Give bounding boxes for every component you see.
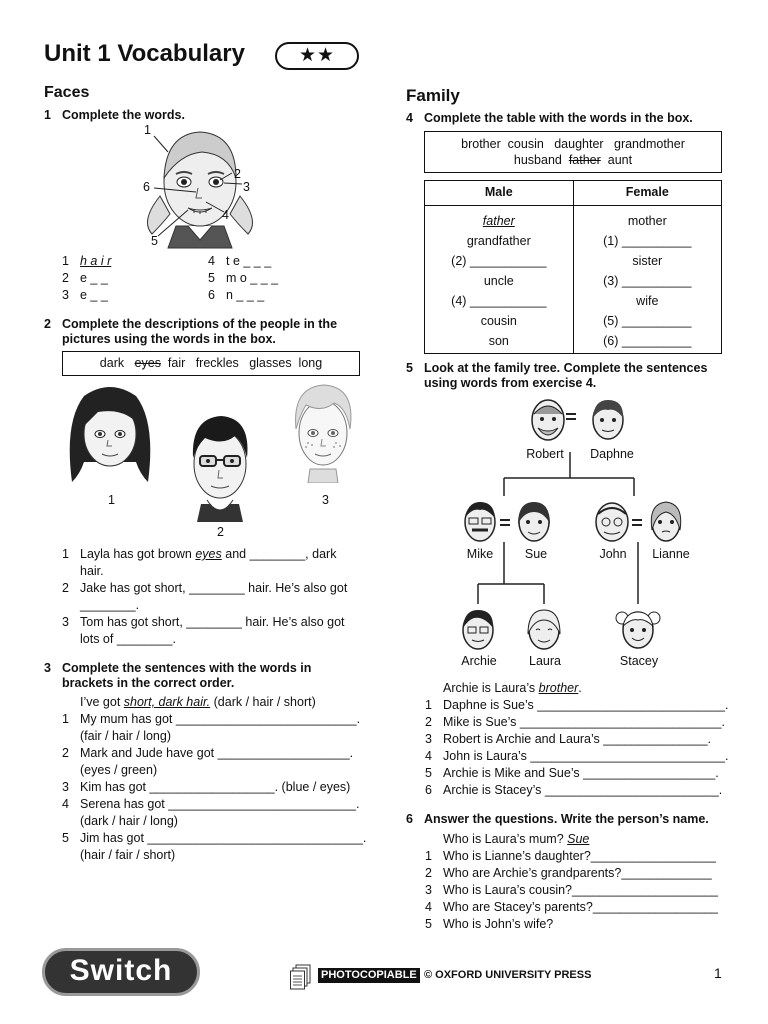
tree-name-archie: Archie [461, 654, 497, 668]
sentence-item: 3 Robert is Archie and Laura’s _______________. [425, 732, 712, 746]
photocopiable-label: PHOTOCOPIABLE [318, 968, 420, 983]
question-item: 4 Who are Stacey’s parents?__________________ [425, 900, 718, 914]
question-item: 3 Who is Laura’s cousin?_____________________ [425, 883, 718, 897]
word-item: 3 e _ _ [62, 288, 108, 302]
tree-name-sue: Sue [524, 547, 548, 561]
sentence-continuation: ________. [80, 598, 140, 612]
sentence-continuation: lots of ________. [80, 632, 176, 646]
tree-name-stacey: Stacey [619, 654, 659, 668]
bracket-words: (fair / hair / long) [80, 729, 172, 743]
bracket-words: (eyes / green) [80, 763, 158, 777]
exercise-6-instruction: 6 Answer the questions. Write the person’s name. [406, 812, 709, 826]
word-item: 4 t e _ _ _ [208, 254, 272, 268]
callout-2: 2 [234, 167, 241, 181]
sentence-item: 6 Archie is Stacey’s _________________________. [425, 783, 723, 797]
bracket-words: (dark / hair / long) [80, 814, 178, 828]
question-item: 5 Who is John’s wife? [425, 917, 554, 931]
page-number: 1 [714, 965, 722, 981]
sentence-item: 5 Archie is Mike and Sue’s ___________________. [425, 766, 719, 780]
exercise-2-instruction: 2 Complete the descriptions of the people in the pictures using the words in the box. [44, 317, 338, 346]
exercise-number: 1 [44, 108, 51, 122]
page-title: Unit 1 Vocabulary [44, 40, 245, 67]
callout-5: 5 [151, 234, 158, 248]
female-column: mother (1) __________ sister (3) __________ wife (5) __________ (6) __________ [573, 206, 721, 354]
picture-label-1: 1 [108, 493, 115, 507]
callout-1: 1 [144, 123, 151, 137]
photocopy-icon [290, 964, 314, 993]
picture-label-3: 3 [322, 493, 329, 507]
example-question: Who is Laura’s mum? Sue [443, 832, 590, 846]
sentence-item: 4 John is Laura’s ____________________________. [425, 749, 729, 763]
word-item: 5 m o _ _ _ [208, 271, 279, 285]
faces-heading: Faces [44, 84, 90, 101]
sentence-item: 1 Daphne is Sue’s ___________________________. [425, 698, 729, 712]
exercise-1-instruction [44, 108, 364, 124]
tree-name-laura: Laura [529, 654, 561, 668]
instruction-text: Complete the words. [62, 108, 185, 122]
layla-illustration [64, 382, 156, 492]
callout-4: 4 [222, 208, 229, 222]
sentence-item: 2 Mike is Sue’s _____________________________. [425, 715, 725, 729]
family-words-table [424, 180, 722, 354]
exercise-5-instruction: 5 Look at the family tree. Complete the sentences using words from exercise 4. [406, 361, 708, 390]
jake-illustration [183, 412, 257, 522]
word-item: 1 h a i r [62, 254, 112, 268]
bracket-words: (hair / fair / short) [80, 848, 176, 862]
tree-name-daphne: Daphne [590, 447, 634, 461]
sentence-item: 1 Layla has got brown eyes and ________, dark [62, 547, 337, 561]
female-column-header: Female [573, 181, 721, 206]
publisher-credit: © OXFORD UNIVERSITY PRESS [424, 969, 592, 981]
sentence-item: 3 Kim has got __________________. (blue / eyes) [62, 780, 351, 794]
example-sentence: I’ve got short, dark hair. (dark / hair / short) [80, 695, 316, 709]
tree-name-mike: Mike [466, 547, 494, 561]
tree-name-robert: Robert [526, 447, 564, 461]
family-heading: Family [406, 86, 460, 105]
sentence-item: 4 Serena has got ___________________________. [62, 797, 360, 811]
sentence-continuation: hair. [80, 564, 104, 578]
sentence-item: 2 Jake has got short, ________ hair. He’s also got [62, 581, 348, 595]
sentence-item: 5 Jim has got _______________________________. [62, 831, 367, 845]
male-column: father grandfather (2) ___________ uncle (4) ___________ cousin son [425, 206, 574, 354]
girl-face-illustration [140, 126, 260, 250]
picture-label-2: 2 [217, 525, 224, 539]
word-box: dark eyes fair freckles glasses long [62, 351, 360, 376]
callout-3: 3 [243, 180, 250, 194]
word-box: brother cousin daughter grandmother husband father aunt [424, 131, 722, 173]
exercise-3-instruction: 3 Complete the sentences with the words in brackets in the correct order. [44, 661, 312, 690]
exercise-4-instruction: 4 Complete the table with the words in the box. [406, 111, 693, 125]
family-tree-diagram [450, 394, 700, 657]
question-item: 2 Who are Archie’s grandparents?_____________ [425, 866, 712, 880]
sentence-item: 2 Mark and Jude have got ___________________. [62, 746, 354, 760]
tree-name-john: John [599, 547, 627, 561]
word-item: 6 n _ _ _ [208, 288, 265, 302]
question-item: 1 Who is Lianne’s daughter?__________________ [425, 849, 716, 863]
sentence-item: 3 Tom has got short, ________ hair. He’s also got [62, 615, 345, 629]
tom-illustration [288, 383, 358, 483]
example-sentence: Archie is Laura’s brother. [443, 681, 582, 695]
difficulty-stars-badge: ★★ [275, 42, 359, 70]
male-column-header: Male [425, 181, 574, 206]
sentence-item: 1 My mum has got __________________________. [62, 712, 361, 726]
callout-6: 6 [143, 180, 150, 194]
tree-name-lianne: Lianne [652, 547, 690, 561]
word-item: 2 e _ _ [62, 271, 108, 285]
switch-logo: Switch [42, 948, 200, 996]
